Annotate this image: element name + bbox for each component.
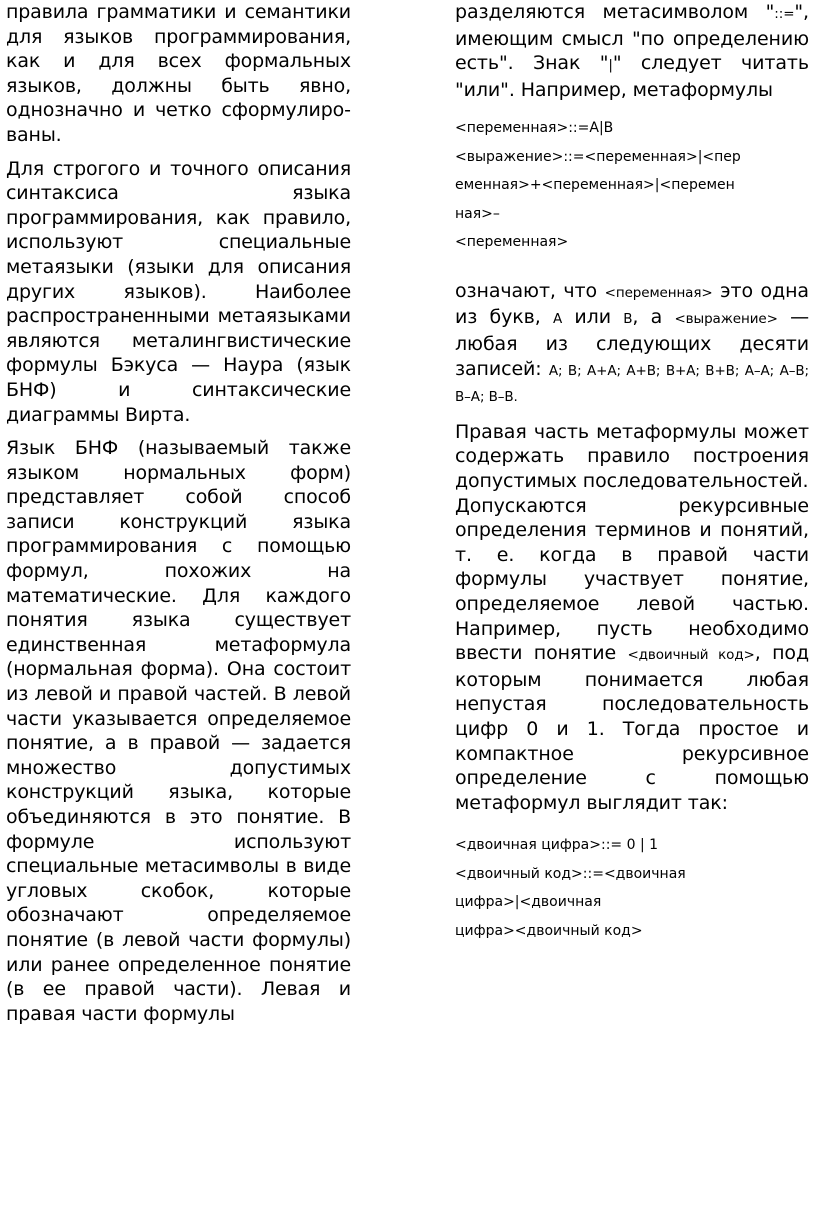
text-segment: или: [562, 306, 624, 329]
code-line: еменная>+<переменная>|<перемен: [455, 177, 735, 194]
term-expression: <выражение>: [674, 311, 778, 328]
text-segment: это одна из букв,: [455, 279, 809, 329]
metasymbol-definition: ::=: [774, 6, 795, 22]
code-line: цифра>|<двоичная: [455, 894, 602, 911]
code-line: <переменная>: [455, 234, 569, 251]
text-segment: Допускаются рекурсивные определения терминов и понятий, т. е. когда в правой части формулы участвует понятие, определяемое левой частью. Например, пусть необходимо ввести понятие: [455, 494, 809, 665]
left-paragraph-3: Язык БНФ (называемый также языком нормальных форм) представляет собой способ записи конструкций языка программирования с помощью формул, похожих на математические. Для каждого понятия языка существует единственная метаформула (нормальная форма). Она состоит из левой и правой частей. В левой части указывается определяемое понятие, а в правой — задается множество допустимых конструкций языка, которые объединяются в это понятие. В формуле используют специальные метасимволы в виде угловых скобок, которые обозначают определяемое понятие (в левой части формулы) или ранее определенное понятие (в ее правой части). Левая и правая части формулы: [6, 437, 351, 1025]
code-line: <двоичный код>::=<двоичная: [455, 865, 686, 882]
left-paragraph-1: правила грамматики и семантики для языков программирования, как и для всех формальных языков, должны быть явно, однозначно и четко сформулированы.: [6, 1, 351, 146]
right-paragraph-4: [455, 494, 809, 816]
left-column: [6, 0, 351, 1035]
right-column: [455, 0, 809, 945]
left-paragraph-2: Для строгого и точного описания синтаксиса языка программирования, как правило, используют специальные метаязыки (языки для описания других языков). Наиболее распространенными метаязыками являются металингвистические формулы Бэкуса — Наура (язык БНФ) и синтаксические диаграммы Вирта.: [6, 157, 351, 426]
right-paragraph-3: Правая часть метаформулы может содержать правило построения допустимых последовательностей.: [455, 420, 809, 493]
code-line: <выражение>::=<переменная>|<пер: [455, 148, 741, 165]
right-paragraph-1: [455, 0, 809, 102]
code-line: <переменная>::=A|B: [455, 120, 614, 137]
metasymbol-or: |: [608, 57, 613, 74]
text-segment: разделяются метасимволом ": [455, 1, 775, 23]
metaformula-block-1: [455, 114, 809, 257]
term-binary-code: <двоичный код>: [627, 647, 755, 664]
text-segment: означают, что: [455, 279, 605, 302]
text-segment: , а: [632, 306, 675, 329]
text-segment: ", имеющим смысл "по определению есть". Знак ": [455, 1, 809, 75]
code-line: <двоичная цифра>::= 0 | 1: [455, 837, 659, 854]
text-segment: " следует читать "или". Например, метаформулы: [455, 52, 809, 101]
text-segment: , под которым понимается любая непустая последовательность цифр 0 и 1. Тогда простое и компактное рекурсивное определение с помощью метаформул выглядит так:: [455, 642, 809, 814]
right-paragraph-2: [455, 279, 809, 410]
term-variable: <переменная>: [604, 284, 713, 301]
expression-list: A; B; A+A; A+B; B+A; B+B; A–A; A–B; B–A; B–B.: [455, 362, 810, 406]
metaformula-block-2: [455, 831, 809, 945]
code-line: цифра><двоичный код>: [455, 922, 643, 939]
code-line: ная>–: [455, 205, 500, 222]
letter-b: B: [623, 311, 633, 328]
text-segment: — любая из следующих десяти записей:: [455, 306, 809, 380]
letter-a: A: [552, 311, 563, 328]
